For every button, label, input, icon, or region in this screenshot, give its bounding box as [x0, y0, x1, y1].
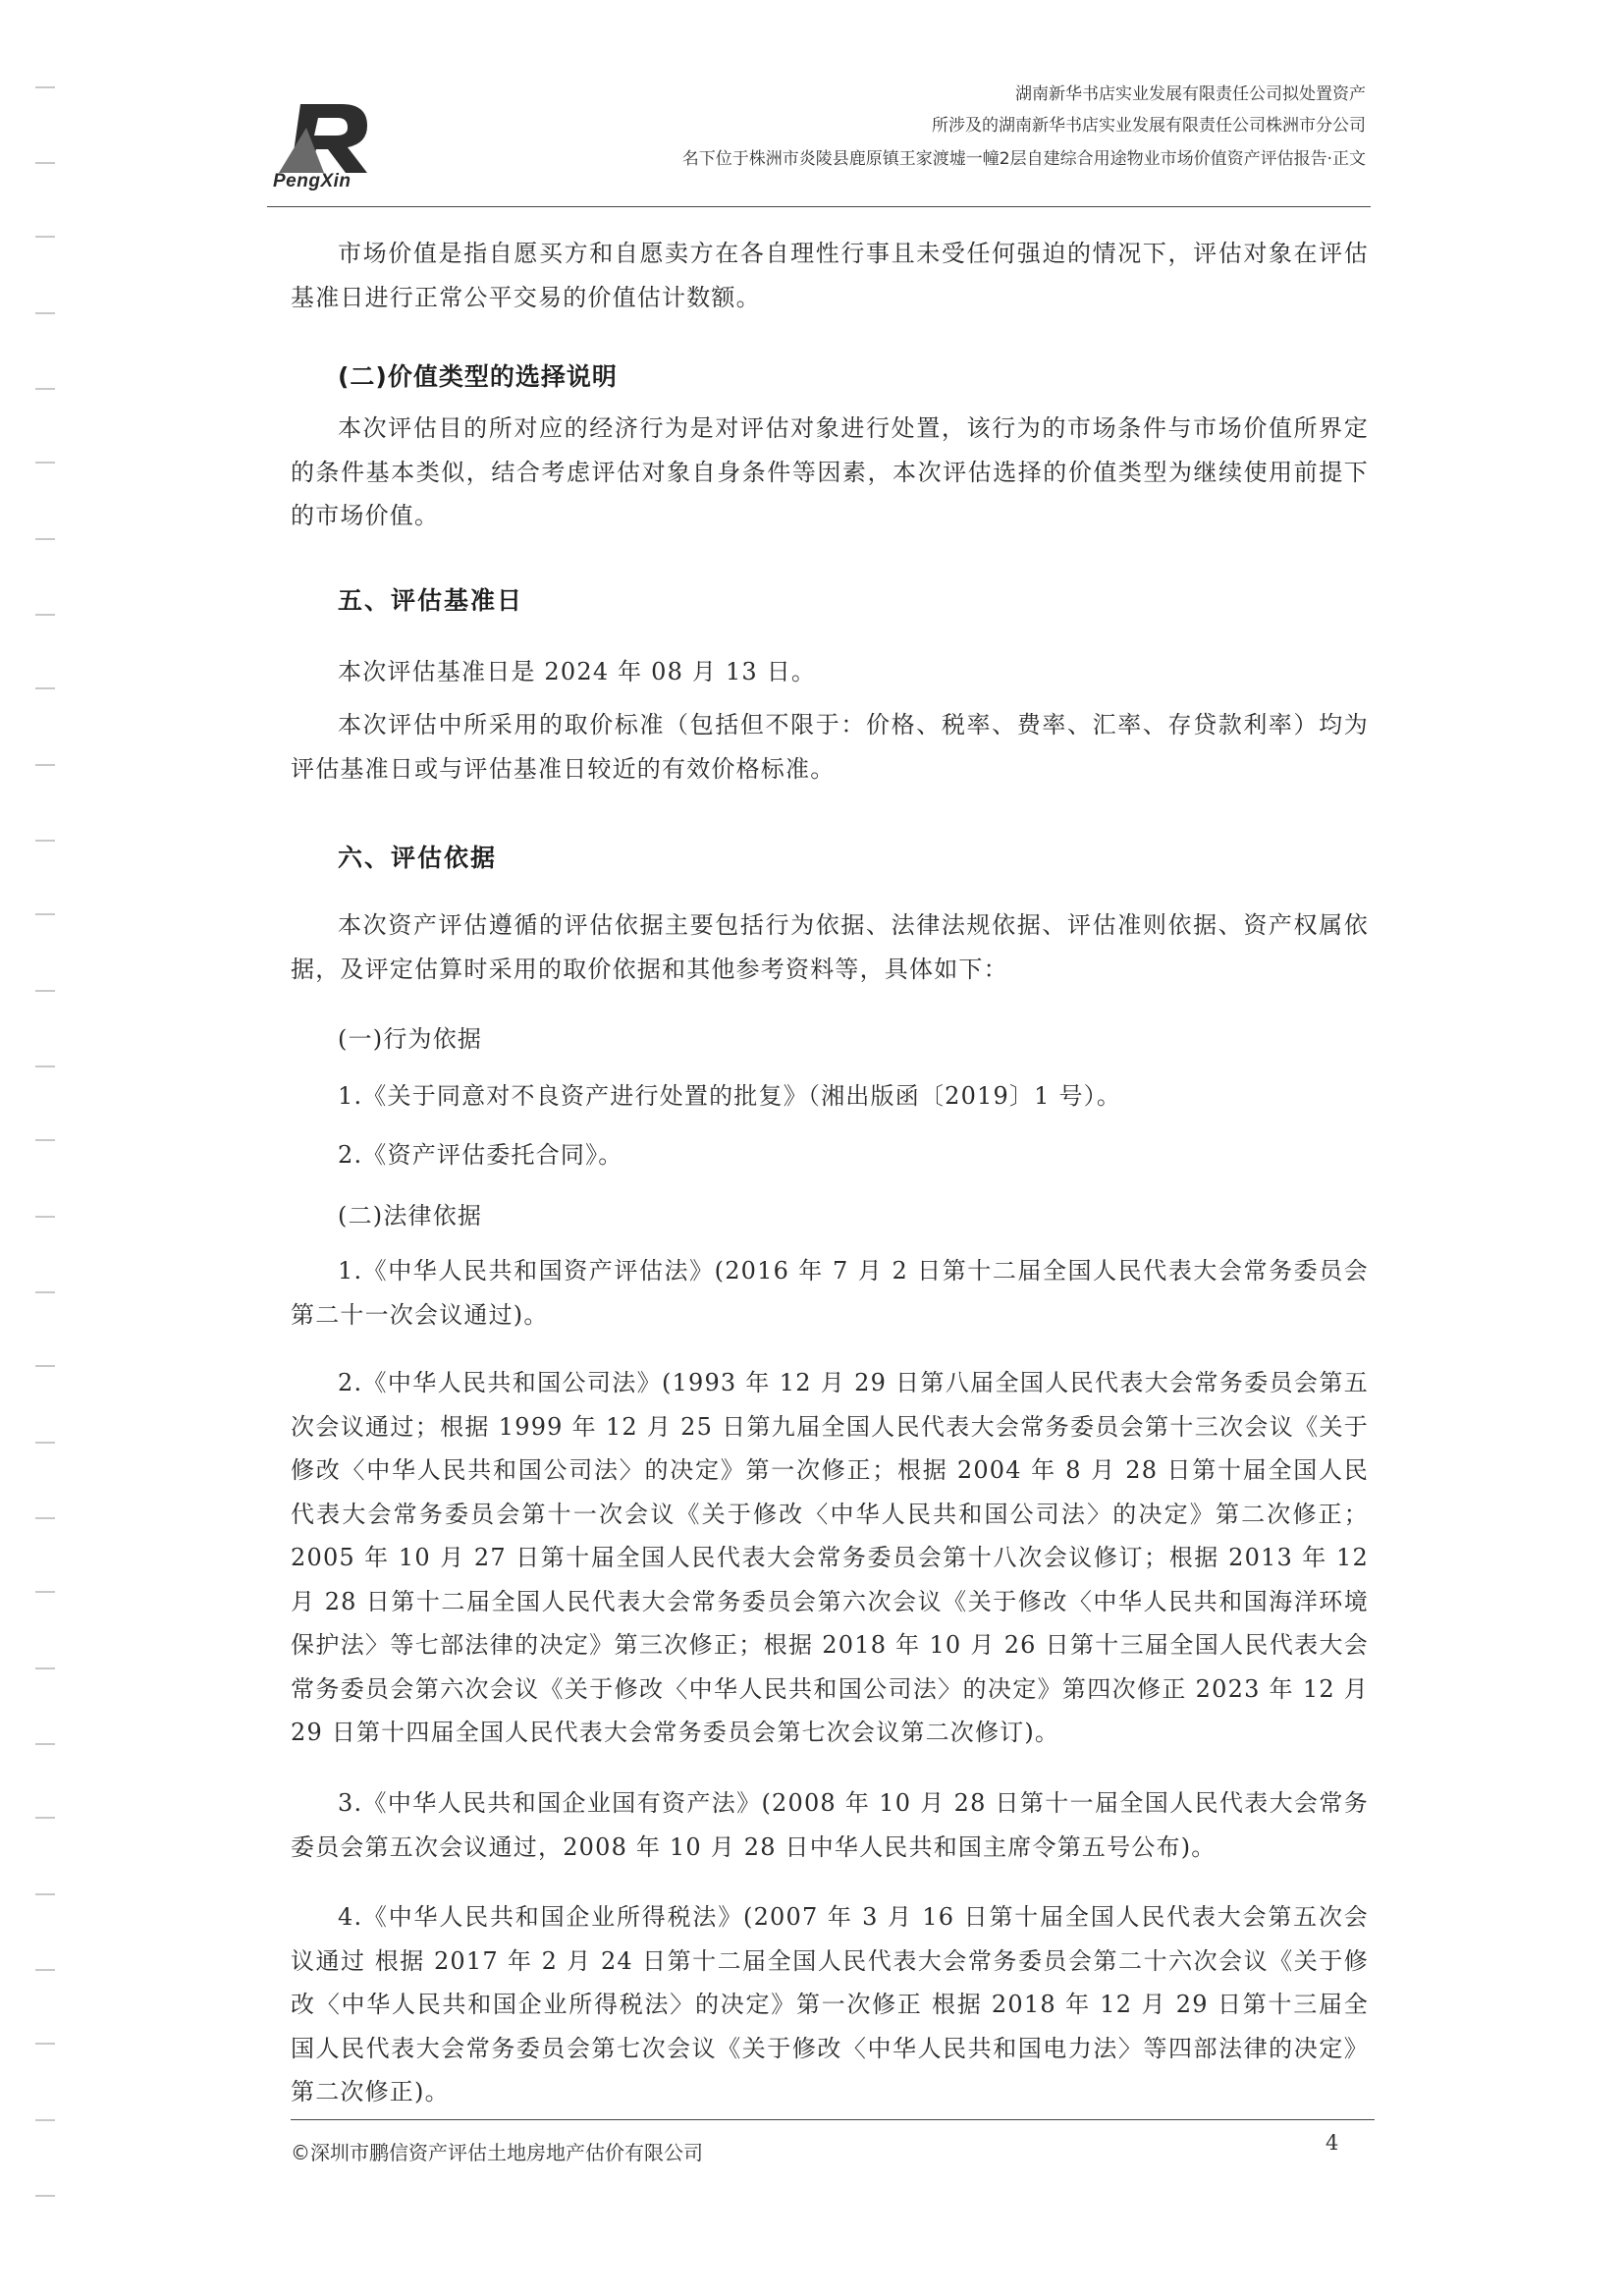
logo-wordmark: PengXin	[273, 171, 352, 191]
list-item-law-4: 4.《中华人民共和国企业所得税法》(2007 年 3 月 16 日第十届全国人民代表大会第五次会议通过 根据 2017 年 2 月 24 日第十二届全国人民代表大会常务委员会第二十六次会议《关于修改〈中华人民共和国企业所得税法〉的决定》第一次修正 根据 2018 年 12 月 29 日第十三届全国人民代表大会常务委员会第七次会议《关于修改〈中华人民共和国电力法〉等四部法律的决定》第二次修正)。	[291, 1903, 1369, 2105]
paragraph-basis-overview: 本次资产评估遵循的评估依据主要包括行为依据、法律法规依据、评估准则依据、资产权属依据，及评定估算时采用的取价依据和其他参考资料等，具体如下：	[291, 911, 1369, 983]
footer-company: ©深圳市鹏信资产评估土地房地产估价有限公司	[291, 2141, 703, 2164]
header-line-1: 湖南新华书店实业发展有限责任公司拟处置资产	[1015, 84, 1366, 104]
header-line-3: 名下位于株洲市炎陵县鹿原镇王家渡墟一幢2层自建综合用途物业市场价值资产评估报告·正文	[681, 149, 1366, 169]
paragraph-pricing-standard: 本次评估中所采用的取价标准（包括但不限于：价格、税率、费率、汇率、存贷款利率）均为评估基准日或与评估基准日较近的有效价格标准。	[291, 711, 1369, 783]
footer-divider	[291, 2119, 1375, 2120]
page-number: 4	[1325, 2131, 1339, 2155]
list-item-law-2: 2.《中华人民共和国公司法》(1993 年 12 月 29 日第八届全国人民代表大会常务委员会第五次会议通过；根据 1999 年 12 月 25 日第九届全国人民代表大会常务委员会第十三次会议《关于修改〈中华人民共和国公司法〉的决定》第一次修正；根据 2004 年 8 月 28 日第十届全国人民代表大会常务委员会第十一次会议《关于修改〈中华人民共和国公司法〉的决定》第二次修正；2005 年 10 月 27 日第十届全国人民代表大会常务委员会第十八次会议修订；根据 2013 年 12 月 28 日第十二届全国人民代表大会常务委员会第六次会议《关于修改〈中华人民共和国海洋环境保护法〉等七部法律的决定》第三次修正；根据 2018 年 10 月 26 日第十三届全国人民代表大会常务委员会第六次会议《关于修改〈中华人民共和国公司法〉的决定》第四次修正 2023 年 12 月 29 日第十四届全国人民代表大会常务委员会第七次会议第二次修订)。	[291, 1369, 1369, 1746]
subheading-legal-basis: (二)法律依据	[338, 1202, 483, 1230]
list-item-law-1: 1.《中华人民共和国资产评估法》(2016 年 7 月 2 日第十二届全国人民代表大会常务委员会第二十一次会议通过)。	[291, 1257, 1369, 1329]
list-item-act-2: 2.《资产评估委托合同》。	[338, 1141, 623, 1169]
list-item-act-1: 1.《关于同意对不良资产进行处置的批复》（湘出版函〔2019〕1 号）。	[338, 1082, 1122, 1110]
heading-valuation-basis: 六、评估依据	[338, 844, 498, 872]
subheading-behavior-basis: (一)行为依据	[338, 1025, 483, 1053]
header-divider	[267, 206, 1371, 207]
paragraph-market-value-definition: 市场价值是指自愿买方和自愿卖方在各自理性行事且未受任何强迫的情况下，评估对象在评估基准日进行正常公平交易的价值估计数额。	[291, 240, 1369, 311]
heading-valuation-base-date: 五、评估基准日	[338, 586, 524, 615]
heading-value-type-selection: (二)价值类型的选择说明	[338, 362, 618, 391]
list-item-law-3: 3.《中华人民共和国企业国有资产法》(2008 年 10 月 28 日第十一届全国人民代表大会常务委员会第五次会议通过，2008 年 10 月 28 日中华人民共和国主席令第五号公布)。	[291, 1789, 1369, 1861]
paragraph-value-type-explanation: 本次评估目的所对应的经济行为是对评估对象进行处置，该行为的市场条件与市场价值所界定的条件基本类似，结合考虑评估对象自身条件等因素，本次评估选择的价值类型为继续使用前提下的市场价值。	[291, 414, 1369, 529]
header-line-2: 所涉及的湖南新华书店实业发展有限责任公司株洲市分公司	[932, 116, 1366, 136]
paragraph-base-date: 本次评估基准日是 2024 年 08 月 13 日。	[338, 658, 817, 685]
